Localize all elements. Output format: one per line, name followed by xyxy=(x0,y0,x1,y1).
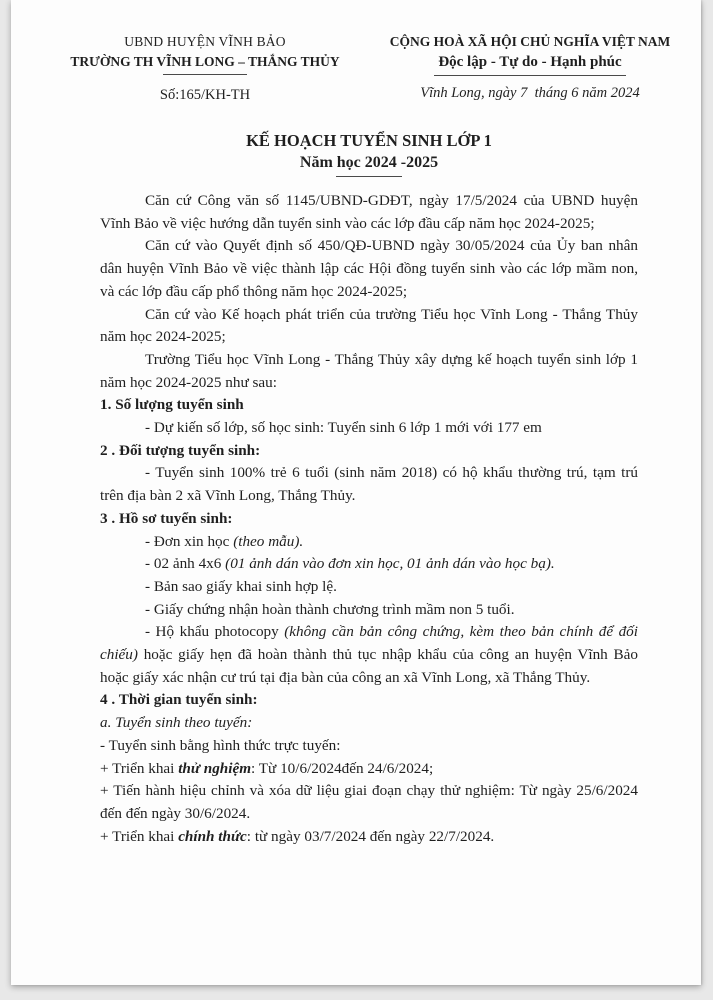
section-4-item-3: + Tiến hành hiệu chỉnh và xóa dữ liệu giai đoạn chạy thử nghiệm: Từ ngày 25/6/2024 đến đến ngày 30/6/2024. xyxy=(100,782,638,822)
section-4-item-4 xyxy=(100,826,638,849)
section-4-item-2-text2: : Từ 10/6/2024đến 24/6/2024; xyxy=(251,759,434,777)
issuer-block xyxy=(37,34,373,104)
document-title-block xyxy=(100,131,638,177)
section-4-item-2 xyxy=(100,758,638,781)
section-4-sub-a: a. Tuyển sinh theo tuyến: xyxy=(100,714,253,732)
document-page xyxy=(11,0,701,985)
section-4-item-4-emphasis: chính thức xyxy=(178,827,247,845)
issuer-parent-name: UBND HUYỆN VĨNH BẢO xyxy=(124,34,286,49)
section-3-item-1-text: - Đơn xin học xyxy=(145,532,234,550)
section-2-item-1: - Tuyển sinh 100% trẻ 6 tuổi (sinh năm 2018) có hộ khẩu thường trú, tạm trú trên địa bàn 2 xã Vĩnh Long, Thắng Thủy. xyxy=(100,464,638,505)
motto-underline xyxy=(434,75,626,76)
preamble-paragraph-2: Căn cứ vào Quyết định số 450/QĐ-UBND ngày 30/05/2024 của Ủy ban nhân dân huyện Vĩnh Bảo về việc thành lập các Hội đồng tuyển sinh vào các lớp mầm non, và các lớp đầu cấp phổ thông năm học 2024-2025; xyxy=(100,237,638,300)
section-3-item-5 xyxy=(100,621,638,689)
section-4-item-2-text1: + Triển khai xyxy=(100,759,179,777)
national-motto: Độc lập - Tự do - Hạnh phúc xyxy=(438,54,622,70)
section-4-item-4-text1: + Triển khai xyxy=(100,827,179,845)
issuer-underline xyxy=(163,74,247,75)
section-4-heading: 4 . Thời gian tuyển sinh: xyxy=(100,691,258,709)
section-3-item-1-note: (theo mẫu). xyxy=(233,532,304,550)
section-4-item-4-text2: : từ ngày 03/7/2024 đến ngày 22/7/2024. xyxy=(246,827,495,845)
preamble-paragraph-1: Căn cứ Công văn số 1145/UBND-GDĐT, ngày 17/5/2024 của UBND huyện Vĩnh Bảo về việc hướng dẫn tuyển sinh vào các lớp đầu cấp năm học 2024-2025; xyxy=(100,192,638,232)
section-3-item-3: - Bản sao giấy khai sinh hợp lệ. xyxy=(145,577,337,595)
section-3-item-5-text1: - Hộ khẩu photocopy xyxy=(145,623,285,641)
preamble-paragraph-4: Trường Tiểu học Vĩnh Long - Thắng Thủy xây dựng kế hoạch tuyển sinh lớp 1 năm học 2024-2025 như sau: xyxy=(100,350,638,391)
section-3-item-4: - Giấy chứng nhận hoàn thành chương trình mầm non 5 tuổi. xyxy=(145,600,515,618)
section-3-item-2-note: (01 ảnh dán vào đơn xin học, 01 ảnh dán vào học bạ). xyxy=(225,555,555,573)
section-4-item-1: - Tuyển sinh bằng hình thức trực tuyến: xyxy=(100,736,341,754)
document-body xyxy=(100,190,638,848)
issuer-school-name: TRƯỜNG TH VĨNH LONG – THẮNG THỦY xyxy=(70,54,340,69)
document-title: KẾ HOẠCH TUYỂN SINH LỚP 1 xyxy=(246,131,492,150)
section-1-heading: 1. Số lượng tuyển sinh xyxy=(100,396,244,414)
section-3-heading: 3 . Hồ sơ tuyển sinh: xyxy=(100,509,233,527)
section-4-item-2-emphasis: thử nghiệm xyxy=(178,759,252,777)
document-number: Số:165/KH-TH xyxy=(159,87,251,103)
document-header xyxy=(11,0,701,104)
section-3-item-5-text2: hoặc giấy hẹn đã hoàn thành thủ tục nhập khẩu của công an huyện Vĩnh Bảo hoặc giấy xác nhận cư trú tại địa bàn của công an xã Vĩnh Long, xã Thắng Thủy. xyxy=(100,646,638,686)
section-3-item-2-text: - 02 ảnh 4x6 xyxy=(145,555,226,573)
national-motto-block xyxy=(373,34,687,104)
section-3-item-2 xyxy=(100,553,638,576)
section-2-heading: 2 . Đối tượng tuyển sinh: xyxy=(100,441,261,459)
title-underline xyxy=(336,176,402,177)
place-and-date: Vĩnh Long, ngày 7 tháng 6 năm 2024 xyxy=(420,85,640,101)
preamble-paragraph-3: Căn cứ vào Kế hoạch phát triển của trường Tiểu học Vĩnh Long - Thắng Thủy năm học 2024-2025; xyxy=(100,305,638,346)
section-1-item-1: - Dự kiến số lớp, số học sinh: Tuyển sinh 6 lớp 1 mới với 177 em xyxy=(145,419,542,437)
document-subtitle: Năm học 2024 -2025 xyxy=(299,154,439,171)
section-3-item-5-note: (không cần bản công chứng, kèm theo bản chính để đối chiếu) xyxy=(100,623,638,664)
national-title: CỘNG HOÀ XÃ HỘI CHỦ NGHĨA VIỆT NAM xyxy=(389,34,671,49)
section-3-item-1 xyxy=(100,531,638,554)
